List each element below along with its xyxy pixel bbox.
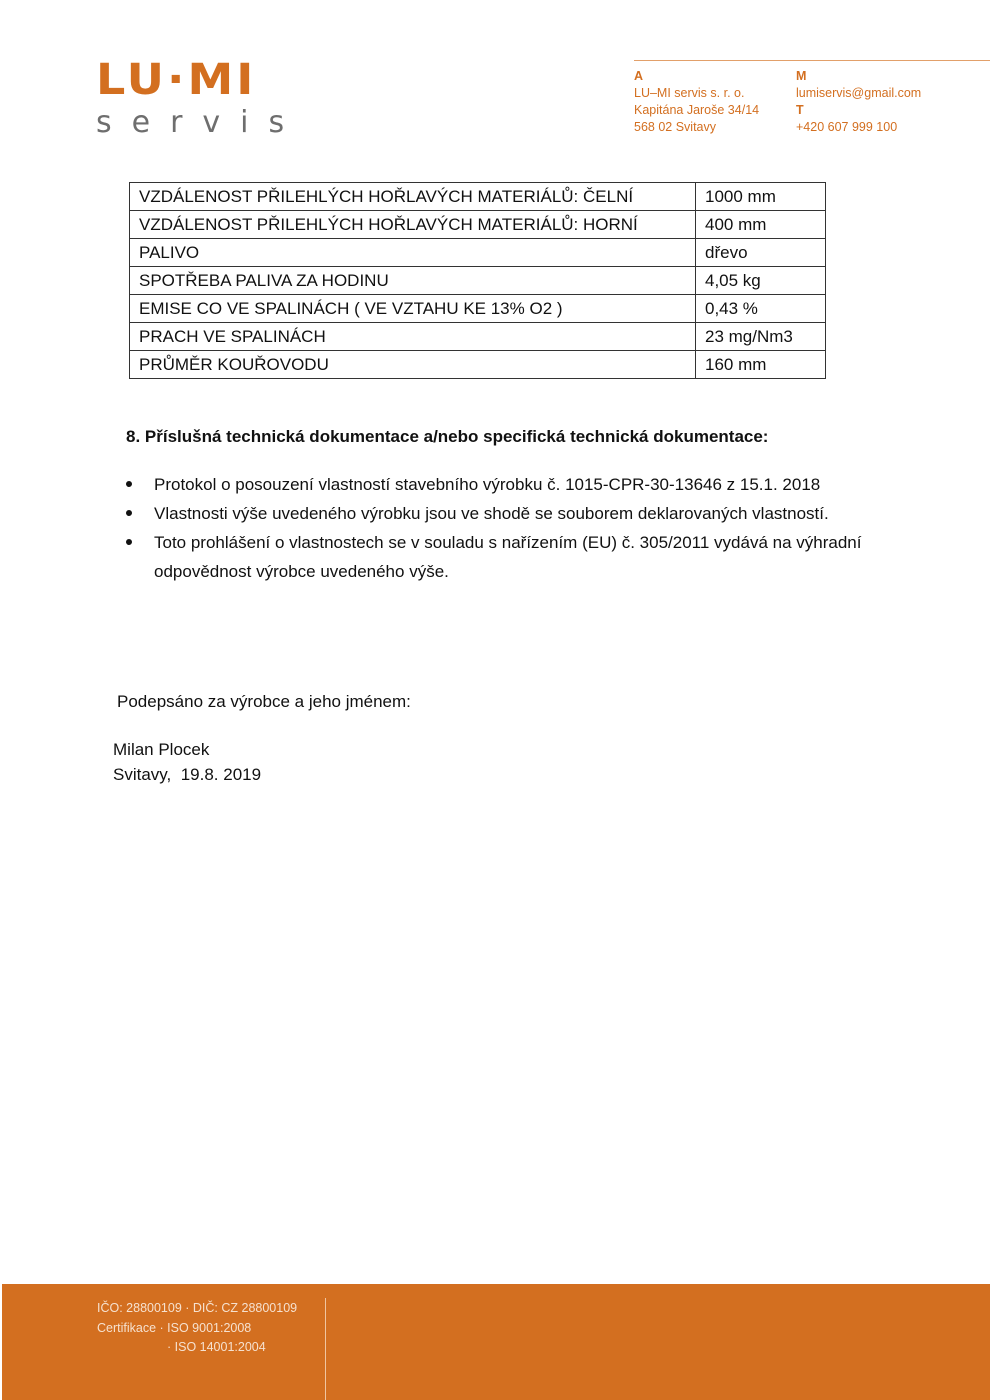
certification-1: Certifikace · ISO 9001:2008: [97, 1320, 252, 1335]
spec-name: EMISE CO VE SPALINÁCH ( VE VZTAHU KE 13% O2 ): [130, 295, 696, 323]
spec-value: dřevo: [696, 239, 826, 267]
signer-block: [113, 737, 261, 787]
spec-value: 23 mg/Nm3: [696, 323, 826, 351]
spec-value: 160 mm: [696, 351, 826, 379]
spec-name: VZDÁLENOST PŘILEHLÝCH HOŘLAVÝCH MATERIÁLŮ: HORNÍ: [130, 211, 696, 239]
documentation-list: [126, 470, 906, 586]
header-divider: [634, 60, 990, 61]
table-row: [130, 295, 826, 323]
table-row: [130, 183, 826, 211]
table-row: [130, 211, 826, 239]
spec-value: 400 mm: [696, 211, 826, 239]
spec-name: PALIVO: [130, 239, 696, 267]
signer-name: Milan Plocek: [113, 740, 210, 759]
footer-divider: [325, 1298, 326, 1400]
spec-table: [129, 182, 826, 379]
contact-block: [796, 68, 921, 136]
phone-number[interactable]: +420 607 999 100: [796, 120, 898, 134]
table-row: [130, 267, 826, 295]
table-row: [130, 323, 826, 351]
spec-name: SPOTŘEBA PALIVA ZA HODINU: [130, 267, 696, 295]
spec-value: 0,43 %: [696, 295, 826, 323]
spec-name: PRŮMĚR KOUŘOVODU: [130, 351, 696, 379]
section-8-title: 8. Příslušná technická dokumentace a/nebo specifická technická dokumentace:: [126, 427, 769, 446]
phone-label: T: [796, 103, 804, 117]
table-row: [130, 351, 826, 379]
signed-for-text: Podepsáno za výrobce a jeho jménem:: [117, 692, 411, 711]
certification-2: · ISO 14001:2004: [167, 1340, 266, 1354]
address-block: [634, 68, 759, 136]
logo-subtitle: servis: [96, 105, 305, 140]
list-item: Toto prohlášení o vlastnostech se v souladu s nařízením (EU) č. 305/2011 vydává na výhradní odpovědnost výrobce uvedeného výše.: [126, 528, 906, 586]
address-label: A: [634, 69, 644, 83]
email-address[interactable]: lumiservis@gmail.com: [796, 86, 922, 100]
email-label: M: [796, 69, 807, 83]
page-footer: [2, 1284, 990, 1400]
spec-name: VZDÁLENOST PŘILEHLÝCH HOŘLAVÝCH MATERIÁLŮ: ČELNÍ: [130, 183, 696, 211]
address-line: 568 02 Svitavy: [634, 120, 716, 134]
table-row: [130, 239, 826, 267]
footer-info: [97, 1299, 297, 1358]
company-ids: IČO: 28800109 · DIČ: CZ 28800109: [97, 1301, 298, 1315]
address-line: Kapitána Jaroše 34/14: [634, 103, 760, 117]
list-item: Vlastnosti výše uvedeného výrobku jsou ve shodě se souborem deklarovaných vlastností.: [126, 499, 906, 528]
company-logo: [96, 54, 305, 140]
logo-wordmark: LU·MI: [96, 54, 257, 104]
signature-place-date: Svitavy, 19.8. 2019: [113, 765, 262, 784]
spec-value: 4,05 kg: [696, 267, 826, 295]
list-item: Protokol o posouzení vlastností stavebního výrobku č. 1015-CPR-30-13646 z 15.1. 2018: [126, 470, 906, 499]
spec-value: 1000 mm: [696, 183, 826, 211]
spec-name: PRACH VE SPALINÁCH: [130, 323, 696, 351]
address-line: LU–MI servis s. r. o.: [634, 86, 745, 100]
